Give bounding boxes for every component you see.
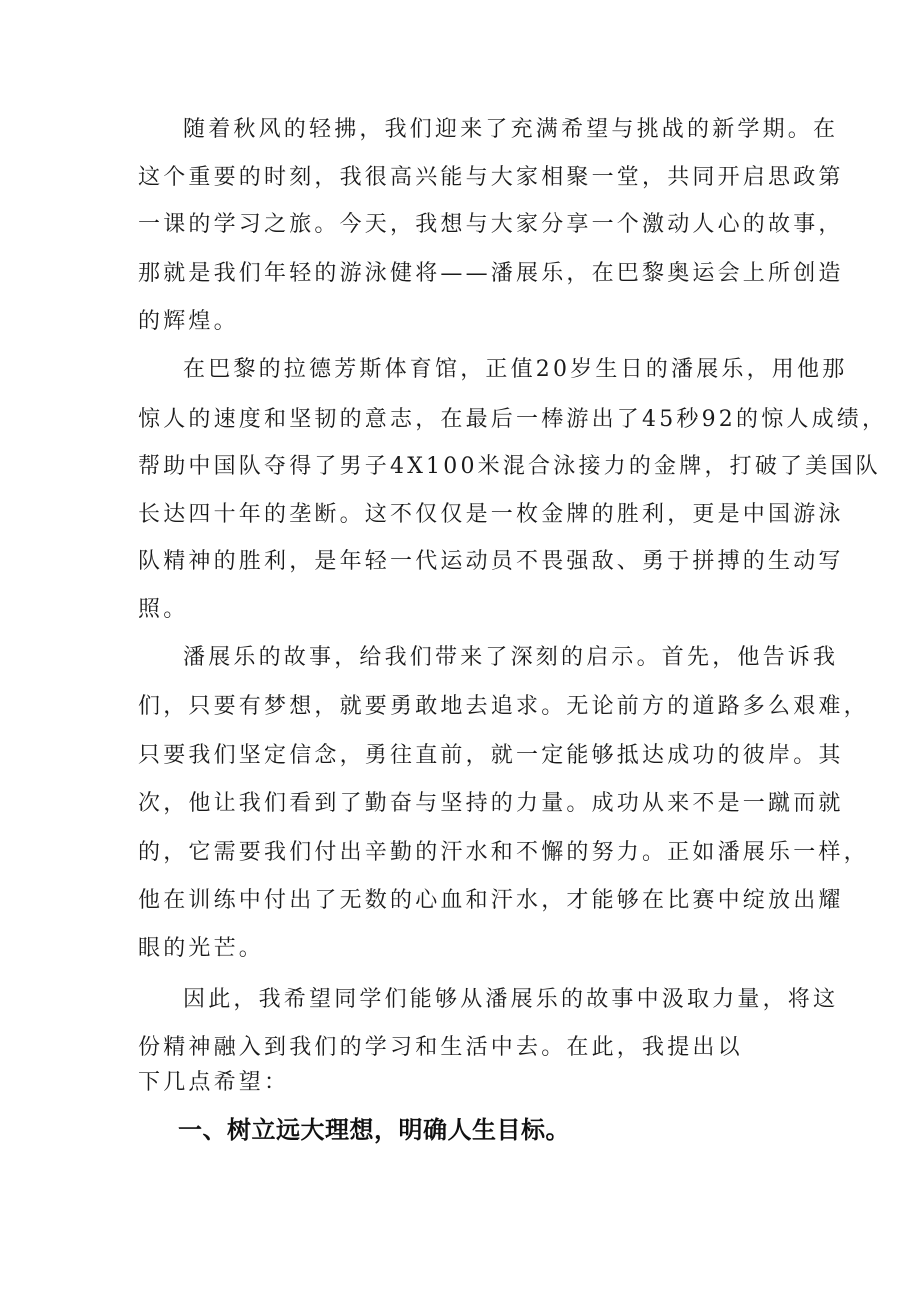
paragraph-4-line-1: 因此，我希望同学们能够从潘展乐的故事中汲取力量，将这: [183, 987, 839, 1012]
paragraph-3-line-6: 他在训练中付出了无数的心血和汗水，才能够在比赛中绽放出耀: [138, 888, 844, 913]
paragraph-3-line-5: 的，它需要我们付出辛勤的汗水和不懈的努力。正如潘展乐一样，: [138, 840, 869, 865]
paragraph-2-line-6: 照。: [138, 597, 189, 622]
paragraph-2-line-3: 帮助中国队夺得了男子4X100米混合泳接力的金牌，打破了美国队: [138, 454, 881, 479]
paragraph-2-line-2: 惊人的速度和坚韧的意志，在最后一棒游出了45秒92的惊人成绩，: [138, 407, 888, 432]
paragraph-1-line-3: 一课的学习之旅。今天，我想与大家分享一个激动人心的故事，: [138, 212, 844, 237]
paragraph-1-line-5: 的辉煌。: [138, 309, 239, 334]
paragraph-2-line-5: 队精神的胜利，是年轻一代运动员不畏强敌、勇于拼搏的生动写: [138, 549, 844, 574]
paragraph-3-line-1: 潘展乐的故事，给我们带来了深刻的启示。首先，他告诉我: [183, 645, 839, 670]
paragraph-4-line-2: 份精神融入到我们的学习和生活中去。在此，我提出以: [138, 1035, 743, 1060]
paragraph-3-line-7: 眼的光芒。: [138, 936, 265, 961]
paragraph-1-line-2: 这个重要的时刻，我很高兴能与大家相聚一堂，共同开启思政第: [138, 165, 844, 190]
paragraph-1-line-1: 随着秋风的轻拂，我们迎来了充满希望与挑战的新学期。在: [183, 117, 839, 142]
paragraph-3-line-2: 们，只要有梦想，就要勇敢地去追求。无论前方的道路多么艰难，: [138, 694, 869, 719]
paragraph-3-line-3: 只要我们坚定信念，勇往直前，就一定能够抵达成功的彼岸。其: [138, 743, 844, 768]
paragraph-4-line-3: 下几点希望：: [138, 1070, 290, 1095]
paragraph-2-line-1: 在巴黎的拉德芳斯体育馆，正值20岁生日的潘展乐，用他那: [183, 357, 848, 382]
paragraph-2-line-4: 长达四十年的垄断。这不仅仅是一枚金牌的胜利，更是中国游泳: [138, 502, 844, 527]
section-heading: 一、树立远大理想，明确人生目标。: [178, 1116, 570, 1144]
paragraph-3-line-4: 次，他让我们看到了勤奋与坚持的力量。成功从来不是一蹴而就: [138, 791, 844, 816]
paragraph-1-line-4: 那就是我们年轻的游泳健将——潘展乐，在巴黎奥运会上所创造: [138, 261, 844, 286]
